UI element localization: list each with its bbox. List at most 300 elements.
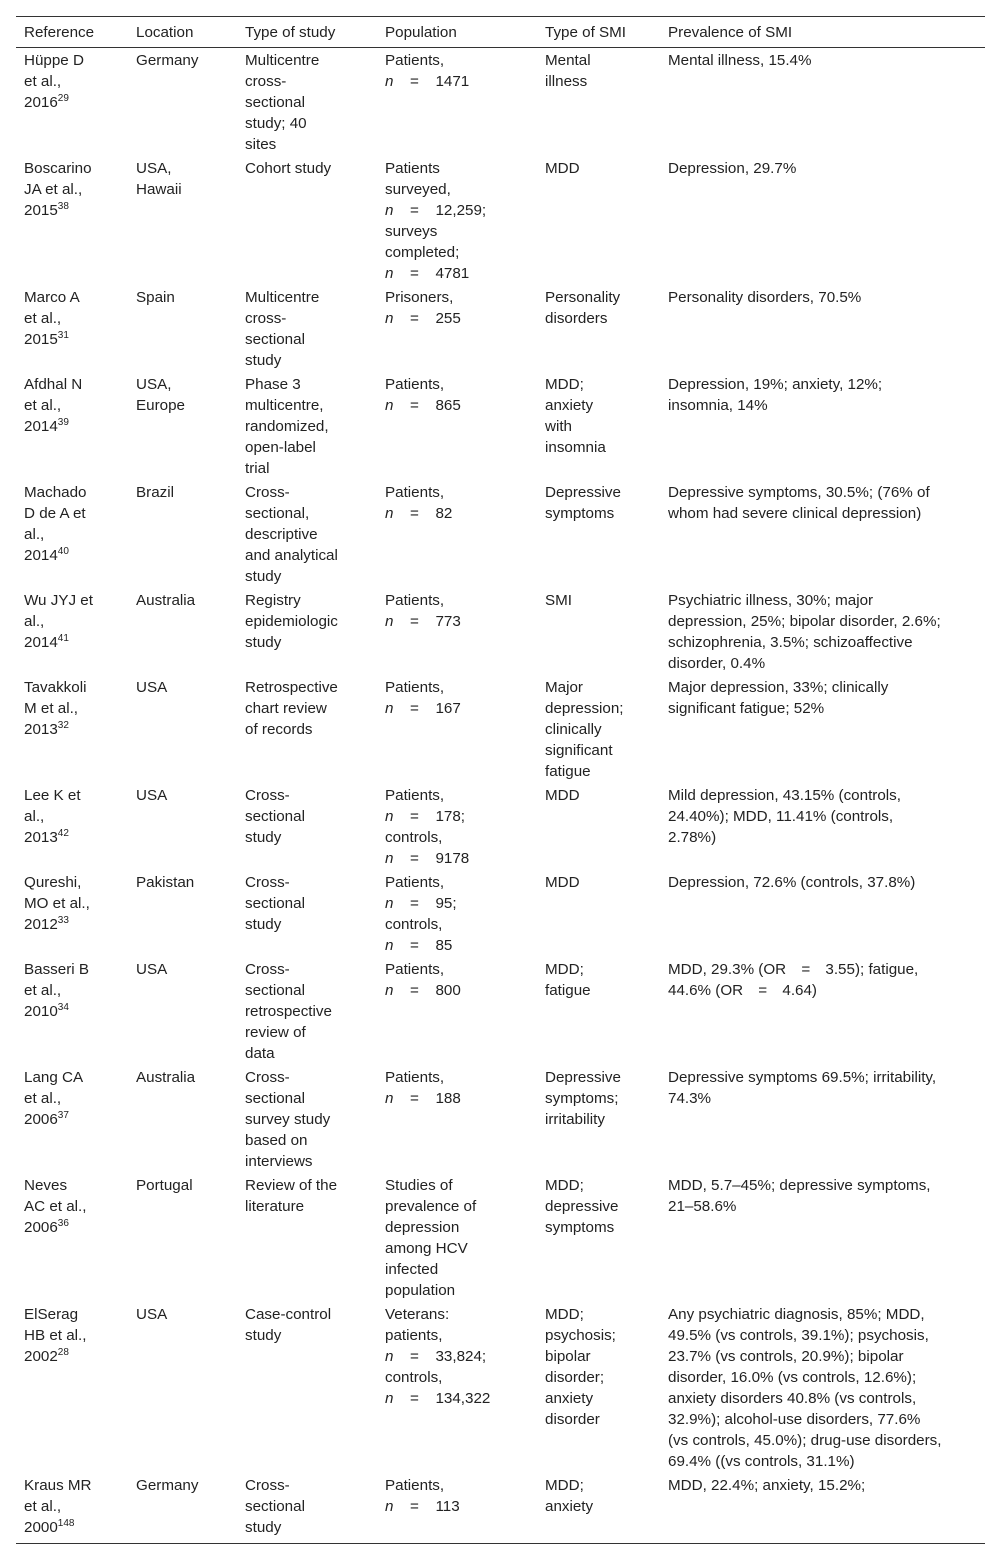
study-type-line: epidemiologic xyxy=(245,613,338,630)
cell-prevalence xyxy=(660,870,985,957)
cell-population xyxy=(377,870,537,957)
equals-sign: = xyxy=(410,310,419,327)
cell-type-of-smi xyxy=(537,1302,660,1473)
cell-population xyxy=(377,156,537,285)
prevalence-line: 44.6% (OR = 4.64) xyxy=(668,982,817,999)
reference-line: 2006$^{37}$ xyxy=(24,1109,69,1128)
study-type-line: study xyxy=(245,916,282,933)
study-type-line: sectional xyxy=(245,895,305,912)
reference-line: HB et al., xyxy=(24,1327,87,1344)
equals-sign: = xyxy=(410,700,419,717)
population-line: Veterans: xyxy=(385,1306,450,1323)
prevalence-line: 32.9%); alcohol-use disorders, 77.6% xyxy=(668,1411,921,1428)
study-type-line: Multicentre xyxy=(245,52,320,69)
smi-type-line: anxiety xyxy=(545,397,594,414)
cell-prevalence xyxy=(660,588,985,675)
cell-prevalence xyxy=(660,783,985,870)
n-symbol: n xyxy=(385,808,394,825)
column-header-population: Population xyxy=(377,17,537,48)
cell-type-of-smi xyxy=(537,285,660,372)
equals-sign: = xyxy=(410,895,419,912)
equals-sign: = xyxy=(410,982,419,999)
study-type-line: sectional, xyxy=(245,505,310,522)
population-line xyxy=(385,893,531,914)
cell-population xyxy=(377,675,537,783)
population-count: 178; xyxy=(435,808,466,825)
smi-type-line: SMI xyxy=(545,592,573,609)
cell-reference xyxy=(16,870,128,957)
study-type-line: Case-control xyxy=(245,1306,332,1323)
population-count: 85 xyxy=(435,937,453,954)
equals-sign: = xyxy=(410,397,419,414)
prevalence-line: 69.4% ((vs controls, 31.1%) xyxy=(668,1453,855,1470)
reference-line: al., xyxy=(24,526,45,543)
population-line: Patients, xyxy=(385,52,445,69)
smi-type-line: disorder xyxy=(545,1411,600,1428)
cell-type-of-smi xyxy=(537,48,660,157)
prevalence-line: disorder, 0.4% xyxy=(668,655,766,672)
table-row xyxy=(16,285,985,372)
study-type-line: study xyxy=(245,568,282,585)
cell-reference xyxy=(16,156,128,285)
prevalence-line: Depressive symptoms 69.5%; irritability, xyxy=(668,1069,937,1086)
cell-reference xyxy=(16,675,128,783)
smi-type-line: symptoms xyxy=(545,1219,615,1236)
reference-line: Afdhal N xyxy=(24,376,83,393)
cell-type-of-smi xyxy=(537,1473,660,1544)
reference-line: MO et al., xyxy=(24,895,90,912)
smi-type-line: bipolar xyxy=(545,1348,591,1365)
cell-prevalence xyxy=(660,1065,985,1173)
study-type-line: study xyxy=(245,1327,282,1344)
table-row xyxy=(16,588,985,675)
table-row xyxy=(16,675,985,783)
study-type-line: cross- xyxy=(245,73,287,90)
reference-line: Wu JYJ et xyxy=(24,592,93,609)
study-type-line: sectional xyxy=(245,1090,305,1107)
n-symbol: n xyxy=(385,1090,394,1107)
population-line xyxy=(385,848,531,869)
study-type-line: Cross- xyxy=(245,484,290,501)
cell-type-of-smi xyxy=(537,588,660,675)
reference-line: JA et al., xyxy=(24,181,83,198)
population-line: completed; xyxy=(385,244,460,261)
population-line xyxy=(385,200,531,221)
smi-type-line: MDD xyxy=(545,787,580,804)
citation-number: 32 xyxy=(57,719,69,731)
reference-line: 2012$^{33}$ xyxy=(24,914,69,933)
population-line xyxy=(385,308,531,329)
study-type-line: Cross- xyxy=(245,874,290,891)
cell-prevalence xyxy=(660,48,985,157)
location-line: Germany xyxy=(136,52,199,69)
population-line: Patients, xyxy=(385,679,445,696)
reference-line: 2015$^{31}$ xyxy=(24,329,69,348)
reference-line: ElSerag xyxy=(24,1306,79,1323)
study-type-line: study; 40 xyxy=(245,115,307,132)
study-type-line: Phase 3 xyxy=(245,376,301,393)
cell-prevalence xyxy=(660,957,985,1065)
cell-type-of-study xyxy=(237,372,377,480)
citation-number: 34 xyxy=(57,1001,69,1013)
population-line: controls, xyxy=(385,829,443,846)
smi-type-line: MDD xyxy=(545,160,580,177)
cell-population xyxy=(377,372,537,480)
smi-type-line: MDD xyxy=(545,874,580,891)
cell-population xyxy=(377,957,537,1065)
n-symbol: n xyxy=(385,982,394,999)
population-line: Patients xyxy=(385,160,440,177)
study-type-line: Cross- xyxy=(245,961,290,978)
population-count: 255 xyxy=(435,310,461,327)
table-row xyxy=(16,1302,985,1473)
location-line: Brazil xyxy=(136,484,174,501)
prevalence-line: Depressive symptoms, 30.5%; (76% of xyxy=(668,484,930,501)
study-type-line: literature xyxy=(245,1198,305,1215)
smi-type-line: Major xyxy=(545,679,583,696)
table-row xyxy=(16,1173,985,1302)
table-body xyxy=(16,48,985,1544)
cell-type-of-smi xyxy=(537,480,660,588)
reference-line: Qureshi, xyxy=(24,874,82,891)
reference-line: 2016$^{29}$ xyxy=(24,92,69,111)
n-symbol: n xyxy=(385,895,394,912)
smi-type-line: depressive xyxy=(545,1198,619,1215)
cell-reference xyxy=(16,480,128,588)
study-type-line: Review of the xyxy=(245,1177,338,1194)
study-type-line: cross- xyxy=(245,310,287,327)
citation-number: 38 xyxy=(57,200,69,212)
cell-prevalence xyxy=(660,372,985,480)
equals-sign: = xyxy=(410,1090,419,1107)
smi-type-line: MDD; xyxy=(545,1477,584,1494)
cell-population xyxy=(377,285,537,372)
study-type-line: open-label xyxy=(245,439,316,456)
cell-prevalence xyxy=(660,156,985,285)
cell-location xyxy=(128,1302,237,1473)
study-type-line: study xyxy=(245,1519,282,1536)
cell-type-of-study xyxy=(237,1173,377,1302)
population-line xyxy=(385,71,531,92)
population-line: controls, xyxy=(385,916,443,933)
location-line: Germany xyxy=(136,1477,199,1494)
location-line: Australia xyxy=(136,592,196,609)
prevalence-line: 24.40%); MDD, 11.41% (controls, xyxy=(668,808,894,825)
population-line: infected xyxy=(385,1261,439,1278)
cell-type-of-smi xyxy=(537,1173,660,1302)
study-type-line: sectional xyxy=(245,94,305,111)
population-line xyxy=(385,1346,531,1367)
study-type-line: study xyxy=(245,352,282,369)
population-line xyxy=(385,1088,531,1109)
smi-type-line: Mental xyxy=(545,52,591,69)
study-type-line: data xyxy=(245,1045,275,1062)
table-row xyxy=(16,1473,985,1544)
population-line xyxy=(385,698,531,719)
cell-population xyxy=(377,1065,537,1173)
smi-type-line: depression; xyxy=(545,700,624,717)
cell-prevalence xyxy=(660,285,985,372)
reference-line: AC et al., xyxy=(24,1198,87,1215)
study-type-line: study xyxy=(245,829,282,846)
population-line: controls, xyxy=(385,1369,443,1386)
smi-type-line: Depressive xyxy=(545,484,621,501)
study-type-line: descriptive xyxy=(245,526,318,543)
population-count: 33,824; xyxy=(435,1348,487,1365)
equals-sign: = xyxy=(410,73,419,90)
equals-sign: = xyxy=(410,265,419,282)
reference-line: al., xyxy=(24,808,45,825)
cell-type-of-study xyxy=(237,675,377,783)
table-row xyxy=(16,48,985,157)
n-symbol: n xyxy=(385,1390,394,1407)
study-type-line: of records xyxy=(245,721,313,738)
cell-location xyxy=(128,156,237,285)
population-line: among HCV xyxy=(385,1240,468,1257)
equals-sign: = xyxy=(410,850,419,867)
cell-location xyxy=(128,48,237,157)
location-line: USA, xyxy=(136,376,172,393)
reference-line: Lee K et xyxy=(24,787,81,804)
population-line: surveyed, xyxy=(385,181,451,198)
location-line: Europe xyxy=(136,397,185,414)
study-type-line: Cohort study xyxy=(245,160,332,177)
smi-type-line: psychosis; xyxy=(545,1327,616,1344)
study-type-line: randomized, xyxy=(245,418,329,435)
cell-prevalence xyxy=(660,1302,985,1473)
population-line: depression xyxy=(385,1219,460,1236)
study-type-line: and analytical xyxy=(245,547,338,564)
reference-line: Kraus MR xyxy=(24,1477,92,1494)
population-line: population xyxy=(385,1282,456,1299)
population-count: 800 xyxy=(435,982,461,999)
cell-type-of-smi xyxy=(537,675,660,783)
citation-number: 37 xyxy=(57,1109,69,1121)
reference-line: et al., xyxy=(24,1498,62,1515)
study-type-line: sectional xyxy=(245,1498,305,1515)
cell-reference xyxy=(16,957,128,1065)
prevalence-line: anxiety disorders 40.8% (vs controls, xyxy=(668,1390,917,1407)
n-symbol: n xyxy=(385,613,394,630)
smi-type-line: fatigue xyxy=(545,982,591,999)
cell-prevalence xyxy=(660,1473,985,1544)
citation-number: 39 xyxy=(57,416,69,428)
prevalence-line: Depression, 29.7% xyxy=(668,160,797,177)
location-line: USA xyxy=(136,787,168,804)
reference-line: 2013$^{42}$ xyxy=(24,827,69,846)
equals-sign: = xyxy=(410,808,419,825)
table-row xyxy=(16,957,985,1065)
study-type-line: Multicentre xyxy=(245,289,320,306)
study-type-line: chart review xyxy=(245,700,327,717)
study-type-line: Cross- xyxy=(245,1477,290,1494)
smi-type-line: Depressive xyxy=(545,1069,621,1086)
reference-line: 2014$^{41}$ xyxy=(24,632,69,651)
cell-location xyxy=(128,783,237,870)
reference-line: 2014$^{40}$ xyxy=(24,545,69,564)
cell-type-of-study xyxy=(237,48,377,157)
reference-line: al., xyxy=(24,613,45,630)
smi-type-line: anxiety xyxy=(545,1390,594,1407)
smi-type-line: symptoms xyxy=(545,505,615,522)
reference-line: Neves xyxy=(24,1177,68,1194)
cell-population xyxy=(377,1302,537,1473)
prevalence-line: significant fatigue; 52% xyxy=(668,700,825,717)
cell-population xyxy=(377,48,537,157)
cell-type-of-study xyxy=(237,1065,377,1173)
reference-line: Marco A xyxy=(24,289,80,306)
cell-location xyxy=(128,588,237,675)
cell-location xyxy=(128,480,237,588)
location-line: USA, xyxy=(136,160,172,177)
population-line: Patients, xyxy=(385,787,445,804)
equals-sign: = xyxy=(410,937,419,954)
cell-prevalence xyxy=(660,675,985,783)
population-line xyxy=(385,980,531,1001)
population-line: Patients, xyxy=(385,484,445,501)
cell-reference xyxy=(16,1473,128,1544)
reference-line: 2015$^{38}$ xyxy=(24,200,69,219)
cell-type-of-smi xyxy=(537,957,660,1065)
population-line xyxy=(385,611,531,632)
reference-line: Tavakkoli xyxy=(24,679,87,696)
study-type-line: Retrospective xyxy=(245,679,338,696)
study-type-line: sectional xyxy=(245,808,305,825)
cell-location xyxy=(128,957,237,1065)
n-symbol: n xyxy=(385,937,394,954)
location-line: USA xyxy=(136,679,168,696)
reference-line: 2002$^{28}$ xyxy=(24,1346,69,1365)
cell-location xyxy=(128,1065,237,1173)
n-symbol: n xyxy=(385,1348,394,1365)
population-count: 188 xyxy=(435,1090,461,1107)
study-type-line: review of xyxy=(245,1024,306,1041)
smi-prevalence-table xyxy=(16,16,985,1544)
cell-location xyxy=(128,870,237,957)
cell-type-of-study xyxy=(237,156,377,285)
prevalence-line: disorder, 16.0% (vs controls, 12.6%); xyxy=(668,1369,917,1386)
cell-type-of-study xyxy=(237,285,377,372)
prevalence-line: MDD, 22.4%; anxiety, 15.2%; xyxy=(668,1477,866,1494)
population-line: Prisoners, xyxy=(385,289,454,306)
study-type-line: sectional xyxy=(245,982,305,999)
population-line xyxy=(385,935,531,956)
cell-population xyxy=(377,1173,537,1302)
prevalence-line: MDD, 29.3% (OR = 3.55); fatigue, xyxy=(668,961,919,978)
smi-type-line: significant xyxy=(545,742,613,759)
prevalence-line: Mild depression, 43.15% (controls, xyxy=(668,787,901,804)
cell-prevalence xyxy=(660,480,985,588)
population-count: 95; xyxy=(435,895,457,912)
study-type-line: retrospective xyxy=(245,1003,332,1020)
study-type-line: interviews xyxy=(245,1153,313,1170)
cell-type-of-study xyxy=(237,1302,377,1473)
study-type-line: Registry xyxy=(245,592,301,609)
study-type-line: Cross- xyxy=(245,1069,290,1086)
citation-number: 36 xyxy=(57,1217,69,1229)
reference-line: 2014$^{39}$ xyxy=(24,416,69,435)
study-type-line: survey study xyxy=(245,1111,331,1128)
reference-line: 2000$^{148}$ xyxy=(24,1517,75,1536)
prevalence-line: Major depression, 33%; clinically xyxy=(668,679,889,696)
population-count: 113 xyxy=(435,1498,460,1515)
reference-line: et al., xyxy=(24,310,62,327)
population-count: 865 xyxy=(435,397,461,414)
equals-sign: = xyxy=(410,505,419,522)
citation-number: 33 xyxy=(57,914,69,926)
reference-line: Machado xyxy=(24,484,87,501)
reference-line: et al., xyxy=(24,73,62,90)
cell-location xyxy=(128,675,237,783)
smi-type-line: disorders xyxy=(545,310,608,327)
citation-number: 28 xyxy=(57,1346,69,1358)
cell-type-of-smi xyxy=(537,870,660,957)
cell-population xyxy=(377,1473,537,1544)
cell-location xyxy=(128,372,237,480)
population-count: 12,259; xyxy=(435,202,487,219)
prevalence-line: insomnia, 14% xyxy=(668,397,768,414)
prevalence-line: (vs controls, 45.0%); drug-use disorders, xyxy=(668,1432,942,1449)
n-symbol: n xyxy=(385,265,394,282)
prevalence-line: Any psychiatric diagnosis, 85%; MDD, xyxy=(668,1306,925,1323)
table-row xyxy=(16,156,985,285)
population-count: 9178 xyxy=(435,850,470,867)
cell-type-of-smi xyxy=(537,783,660,870)
prevalence-line: schizophrenia, 3.5%; schizoaffective xyxy=(668,634,913,651)
reference-line: et al., xyxy=(24,397,62,414)
n-symbol: n xyxy=(385,73,394,90)
reference-line: Boscarino xyxy=(24,160,92,177)
cell-location xyxy=(128,285,237,372)
population-count: 1471 xyxy=(435,73,470,90)
reference-line: et al., xyxy=(24,1090,62,1107)
smi-type-line: anxiety xyxy=(545,1498,594,1515)
location-line: USA xyxy=(136,1306,168,1323)
population-line: Patients, xyxy=(385,1069,445,1086)
cell-prevalence xyxy=(660,1173,985,1302)
location-line: USA xyxy=(136,961,168,978)
cell-type-of-smi xyxy=(537,372,660,480)
cell-population xyxy=(377,783,537,870)
cell-reference xyxy=(16,1173,128,1302)
population-line: Patients, xyxy=(385,961,445,978)
population-count: 773 xyxy=(435,613,461,630)
population-line: prevalence of xyxy=(385,1198,477,1215)
location-line: Australia xyxy=(136,1069,196,1086)
cell-population xyxy=(377,480,537,588)
population-line xyxy=(385,1496,531,1517)
n-symbol: n xyxy=(385,310,394,327)
location-line: Hawaii xyxy=(136,181,182,198)
citation-number: 29 xyxy=(57,92,69,104)
reference-line: Basseri B xyxy=(24,961,89,978)
n-symbol: n xyxy=(385,505,394,522)
cell-type-of-smi xyxy=(537,156,660,285)
population-count: 134,322 xyxy=(435,1390,491,1407)
citation-number: 40 xyxy=(57,545,69,557)
prevalence-line: 23.7% (vs controls, 20.9%); bipolar xyxy=(668,1348,904,1365)
study-type-line: trial xyxy=(245,460,270,477)
smi-type-line: with xyxy=(545,418,573,435)
prevalence-line: 49.5% (vs controls, 39.1%); psychosis, xyxy=(668,1327,929,1344)
reference-line: 2010$^{34}$ xyxy=(24,1001,69,1020)
table-row xyxy=(16,783,985,870)
study-type-line: Cross- xyxy=(245,787,290,804)
smi-type-line: symptoms; xyxy=(545,1090,619,1107)
prevalence-line: 74.3% xyxy=(668,1090,712,1107)
citation-number: 31 xyxy=(57,329,69,341)
cell-reference xyxy=(16,1065,128,1173)
